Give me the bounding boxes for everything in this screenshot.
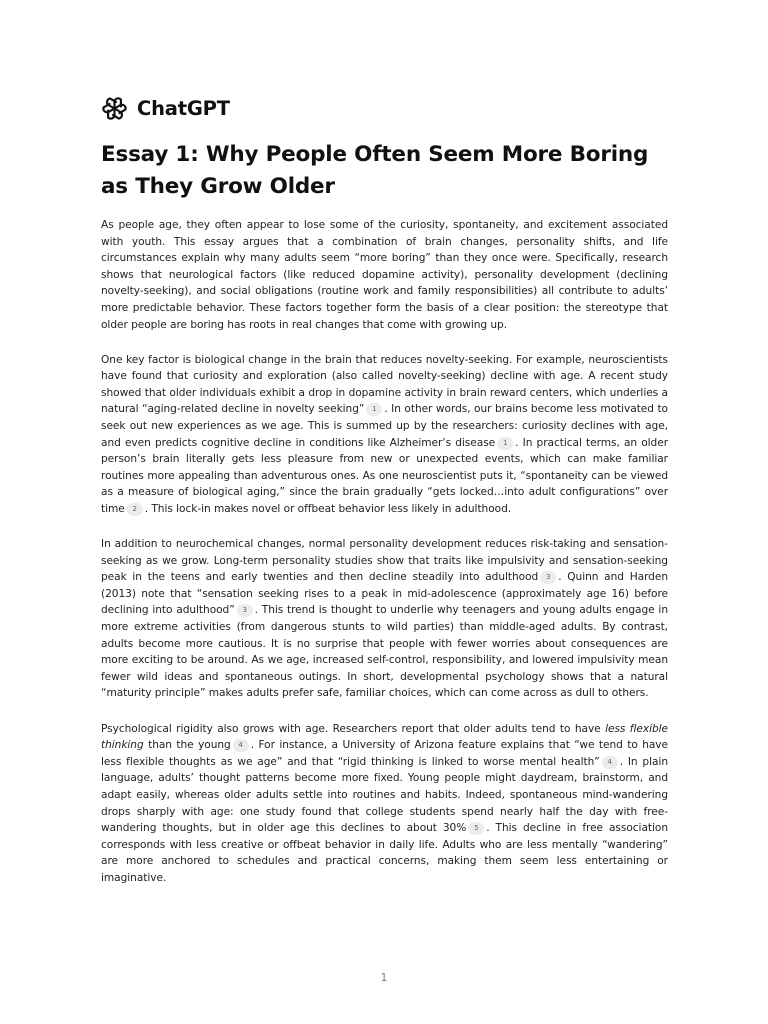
essay-body (101, 217, 668, 905)
citation-badge[interactable]: 2 (127, 503, 143, 516)
paragraph-text: Psychological rigidity also grows with age. Researchers report that older adults tend to have (101, 722, 606, 735)
paragraph-text: . This lock-in makes novel or offbeat behavior less likely in adulthood. (144, 503, 512, 515)
openai-logo-icon (101, 95, 128, 122)
citation-badge[interactable]: 1 (366, 403, 382, 416)
citation-badge[interactable]: 1 (497, 437, 513, 450)
essay-paragraph (101, 536, 668, 702)
paragraph-text: One key factor is biological change in the brain that reduces novelty-seeking. For example, neuroscientists have found that curiosity and exploration (also called novelty-seeking) decline with age. A recent study showed that older individuals exhibit a drop in dopamine activity in brain reward centers, which underlies a natural “aging-related decline in novelty seeking” (101, 353, 668, 416)
brand-name: ChatGPT (137, 97, 230, 120)
paragraph-text: . In practical terms, an older person’s brain literally gets less pleasure from new or unexpected events, which can make familiar routines more appealing than adventurous ones. As one neuroscientist puts it, “spontaneity can be viewed as a measure of biological aging,” since the brain gradually “gets locked…into adult configurations” over time (101, 436, 669, 515)
citation-badge[interactable]: 3 (237, 604, 253, 617)
paragraph-text: . This trend is thought to underlie why teenagers and young adults engage in more extreme activities (from dangerous stunts to wild parties) than middle-aged adults. By contrast, adults become more cautious. It is no surprise that people with fewer worries about consequences are more exciting to be around. As we age, increased self-control, responsibility, and lowered impulsivity mean fewer wild ideas and spontaneous outings. In short, developmental psychology shows that a natural “maturity principle” makes adults prefer safe, familiar choices, which can come across as dull to others. (101, 604, 668, 700)
paragraph-text: . This decline in free association corresponds with less creative or offbeat behavior in daily life. Adults who are less mentally “wandering” are more anchored to schedules and practical concerns, making them seem less entertaining or imaginative. (101, 822, 668, 884)
paragraph-text: than the young (143, 739, 231, 752)
paragraph-text: . In other words, our brains become less motivated to seek out new experiences as we age. This is summed up by the researchers: curiosity declines with age, and even predicts cognitive decline in conditions like Alzheimer’s disease (101, 403, 668, 449)
citation-badge[interactable]: 4 (233, 739, 249, 752)
essay-paragraph (101, 217, 668, 333)
citation-badge[interactable]: 3 (540, 571, 556, 584)
paragraph-text: In addition to neurochemical changes, normal personality development reduces risk-taking and sensation-seeking as we grow. Long-term personality studies show that traits like impulsivity and sensation-seeking peak in the teens and early twenties and then decline steadily into adulthood (101, 538, 668, 584)
essay-paragraph (101, 721, 668, 887)
paragraph-text: As people age, they often appear to lose some of the curiosity, spontaneity, and excitement associated with youth. This essay argues that a combination of brain changes, personality shifts, and life circumstances explain why many adults seem “more boring” than they once were. Specifically, research shows that neurological factors (like reduced dopamine activity), personality development (declining novelty-seeking), and social obligations (routine work and family responsibilities) all contribute to adults’ more predictable behavior. These factors together form the basis of a clear position: the stereotype that older people are boring has roots in real changes that come with growing up. (101, 219, 668, 331)
essay-paragraph (101, 352, 668, 518)
emphasis-text: less flexible thinking (101, 722, 668, 752)
paragraph-text: . Quinn and Harden (2013) note that “sensation seeking rises to a peak in mid-adolescence (approximately age 16) before declining into adulthood” (101, 571, 668, 617)
citation-badge[interactable]: 5 (468, 822, 484, 835)
paragraph-text: . For instance, a University of Arizona feature explains that “we tend to have less flexible thoughts as we age” and that “rigid thinking is linked to worse mental health” (101, 739, 668, 768)
citation-badge[interactable]: 4 (602, 756, 618, 769)
paragraph-text: . In plain language, adults’ thought patterns become more fixed. Young people might daydream, brainstorm, and adapt easily, whereas older adults settle into routines and habits. Indeed, spontaneous mind-wandering drops sharply with age: one study found that college students spend nearly half the day with free-wandering thoughts, but in older age this declines to about 30% (101, 755, 669, 835)
brand-header (101, 95, 230, 122)
page-number: 1 (380, 972, 388, 984)
essay-title: Essay 1: Why People Often Seem More Boring as They Grow Older (101, 142, 649, 199)
